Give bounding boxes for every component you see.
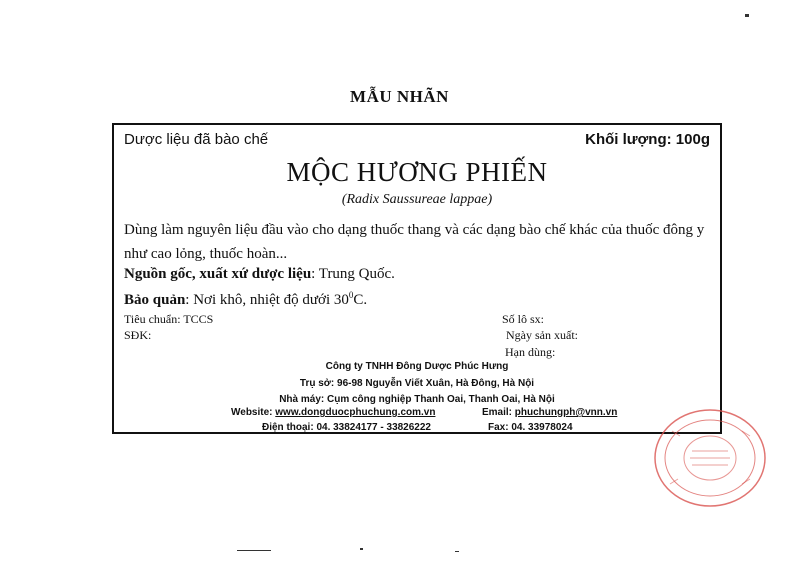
- hq-address: Trụ sở: 96-98 Nguyễn Viết Xuân, Hà Đông, Hà Nội: [299, 378, 535, 389]
- registration-text: SĐK:: [124, 328, 152, 342]
- weight-text: Khối lượng: 100g: [585, 131, 710, 148]
- scan-speck: [360, 548, 363, 550]
- fax-text: Fax: 04. 33978024: [488, 422, 573, 433]
- storage-value: : Nơi khô, nhiệt độ dưới 30: [185, 292, 349, 308]
- mfg-date-text: Ngày sản xuất:: [506, 328, 578, 342]
- website-label: Website:: [231, 407, 276, 418]
- origin-line: [124, 266, 395, 283]
- product-label: [112, 123, 722, 434]
- standard-text: Tiêu chuẩn: TCCS: [124, 312, 214, 326]
- company-seal-stamp: [652, 406, 772, 516]
- storage-unit: C.: [353, 292, 368, 308]
- website-link[interactable]: www.dongduocphuchung.com.vn: [275, 407, 436, 418]
- batch-text: Số lô sx:: [502, 312, 545, 326]
- email-line: [482, 407, 617, 418]
- phone-text: Điện thoại: 04. 33824177 - 33826222: [262, 422, 431, 433]
- storage-line: [124, 290, 367, 309]
- scan-speck: [745, 14, 749, 17]
- email-link[interactable]: phuchungph@vnn.vn: [514, 407, 618, 418]
- factory-address: Nhà máy: Cụm công nghiệp Thanh Oai, Thanh Oai, Hà Nội: [279, 394, 555, 405]
- company-name: Công ty TNHH Đông Dược Phúc Hưng: [325, 361, 509, 372]
- storage-sup: 0: [348, 290, 354, 300]
- origin-label: Nguồn gốc, xuất xứ dược liệu: [124, 266, 312, 282]
- website-line: [231, 407, 435, 418]
- latin-name: (Radix Saussureae lappae): [341, 192, 493, 207]
- scan-speck: [455, 551, 459, 552]
- scan-mark: [237, 550, 271, 551]
- product-name: MỘC HƯƠNG PHIẾN: [286, 157, 548, 187]
- expiry-text: Hạn dùng:: [505, 345, 556, 359]
- page-title: MẪU NHÃN: [350, 87, 449, 106]
- category-text: Dược liệu đã bào chế: [124, 131, 269, 148]
- usage-text: Dùng làm nguyên liệu đầu vào cho dạng thuốc thang và các dạng bào chế khác của thuốc đông y như cao lỏng, thuốc hoàn...: [124, 222, 705, 262]
- email-label: Email:: [482, 407, 515, 418]
- storage-label: Bảo quản: [124, 292, 186, 308]
- origin-value: : Trung Quốc.: [311, 266, 395, 282]
